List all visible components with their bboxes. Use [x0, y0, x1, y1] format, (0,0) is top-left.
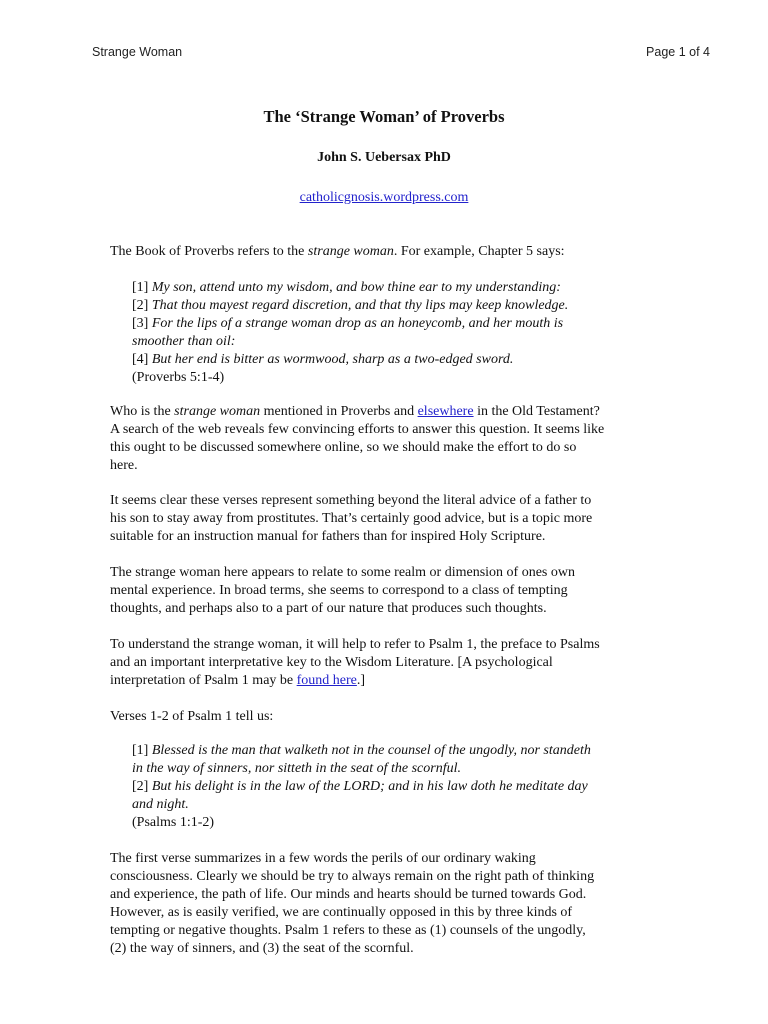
- site-link-container: [0, 190, 768, 206]
- body-paragraph: To understand the strange woman, it will help to refer to Psalm 1, the preface to Psalms and an important interpretative key to the Wisdom Literature. [A psychological interpretation of Psalm 1 may be found here.]: [110, 637, 600, 688]
- quote-verse: [2] But his delight is in the law of the LORD; and in his law doth he meditate day: [132, 779, 588, 794]
- proverbs-quote: [110, 279, 684, 387]
- intro-line: The Book of Proverbs refers to the strange woman. For example, Chapter 5 says:: [110, 244, 565, 259]
- document-title: The ‘Strange Woman’ of Proverbs: [263, 107, 505, 126]
- psalms-quote: [110, 742, 684, 832]
- quote-verse: [1] Blessed is the man that walketh not in the counsel of the ungodly, nor standeth: [132, 743, 591, 758]
- quote-verse: [3] For the lips of a strange woman drop as an honeycomb, and her mouth is: [132, 316, 564, 331]
- intro-emphasis: strange woman: [307, 244, 394, 259]
- body-paragraph: Verses 1-2 of Psalm 1 tell us:: [110, 709, 274, 724]
- body-paragraph: The strange woman here appears to relate to some realm or dimension of ones own mental experience. In broad terms, she seems to correspond to a class of tempting thoughts, and perhaps also to a part of our nature that produces such thoughts.: [110, 565, 575, 616]
- quote-reference: (Proverbs 5:1-4): [132, 370, 225, 385]
- quote-verse: [2] That thou mayest regard discretion, and that thy lips may keep knowledge.: [132, 298, 569, 313]
- body-paragraph: It seems clear these verses represent something beyond the literal advice of a father to his son to stay away from prostitutes. That’s certainly good advice, but is a topic more suitable for an instruction manual for fathers than for inspired Holy Scripture.: [110, 493, 593, 544]
- quote-verse: [4] But her end is bitter as wormwood, sharp as a two-edged sword.: [132, 352, 514, 367]
- quote-verse-continued: and night.: [132, 797, 189, 812]
- quote-reference: (Psalms 1:1-2): [132, 815, 215, 830]
- site-link[interactable]: catholicgnosis.wordpress.com: [299, 190, 469, 205]
- quote-verse-continued: in the way of sinners, nor sitteth in the seat of the scornful.: [132, 761, 461, 776]
- intro-paragraph: [110, 243, 662, 261]
- running-header-title: Strange Woman: [92, 45, 183, 59]
- author-name: John S. Uebersax PhD: [317, 150, 451, 165]
- elsewhere-link[interactable]: elsewhere: [417, 404, 474, 419]
- page-number: Page 1 of 4: [646, 45, 710, 59]
- question-paragraph: Who is the strange woman mentioned in Proverbs and elsewhere in the Old Testament? A search of the web reveals few convincing efforts to answer this question. It seems like this ought to be discussed somewhere online, so we should make the effort to do so here.: [110, 404, 605, 473]
- quote-verse: [1] My son, attend unto my wisdom, and bow thine ear to my understanding:: [132, 280, 561, 295]
- quote-verse-continued: smoother than oil:: [132, 334, 236, 349]
- found-here-link[interactable]: found here: [296, 673, 357, 688]
- body-paragraph: The first verse summarizes in a few words the perils of our ordinary waking consciousness. Clearly we should be try to always remain on the right path of thinking and experience, the path of life. Our minds and hearts should be turned towards God. However, as is easily verified, we are continually opposed in this by three kinds of tempting or negative thoughts. Psalm 1 refers to these as (1) counsels of the ungodly, (2) the way of sinners, and (3) the seat of the scornful.: [110, 851, 595, 956]
